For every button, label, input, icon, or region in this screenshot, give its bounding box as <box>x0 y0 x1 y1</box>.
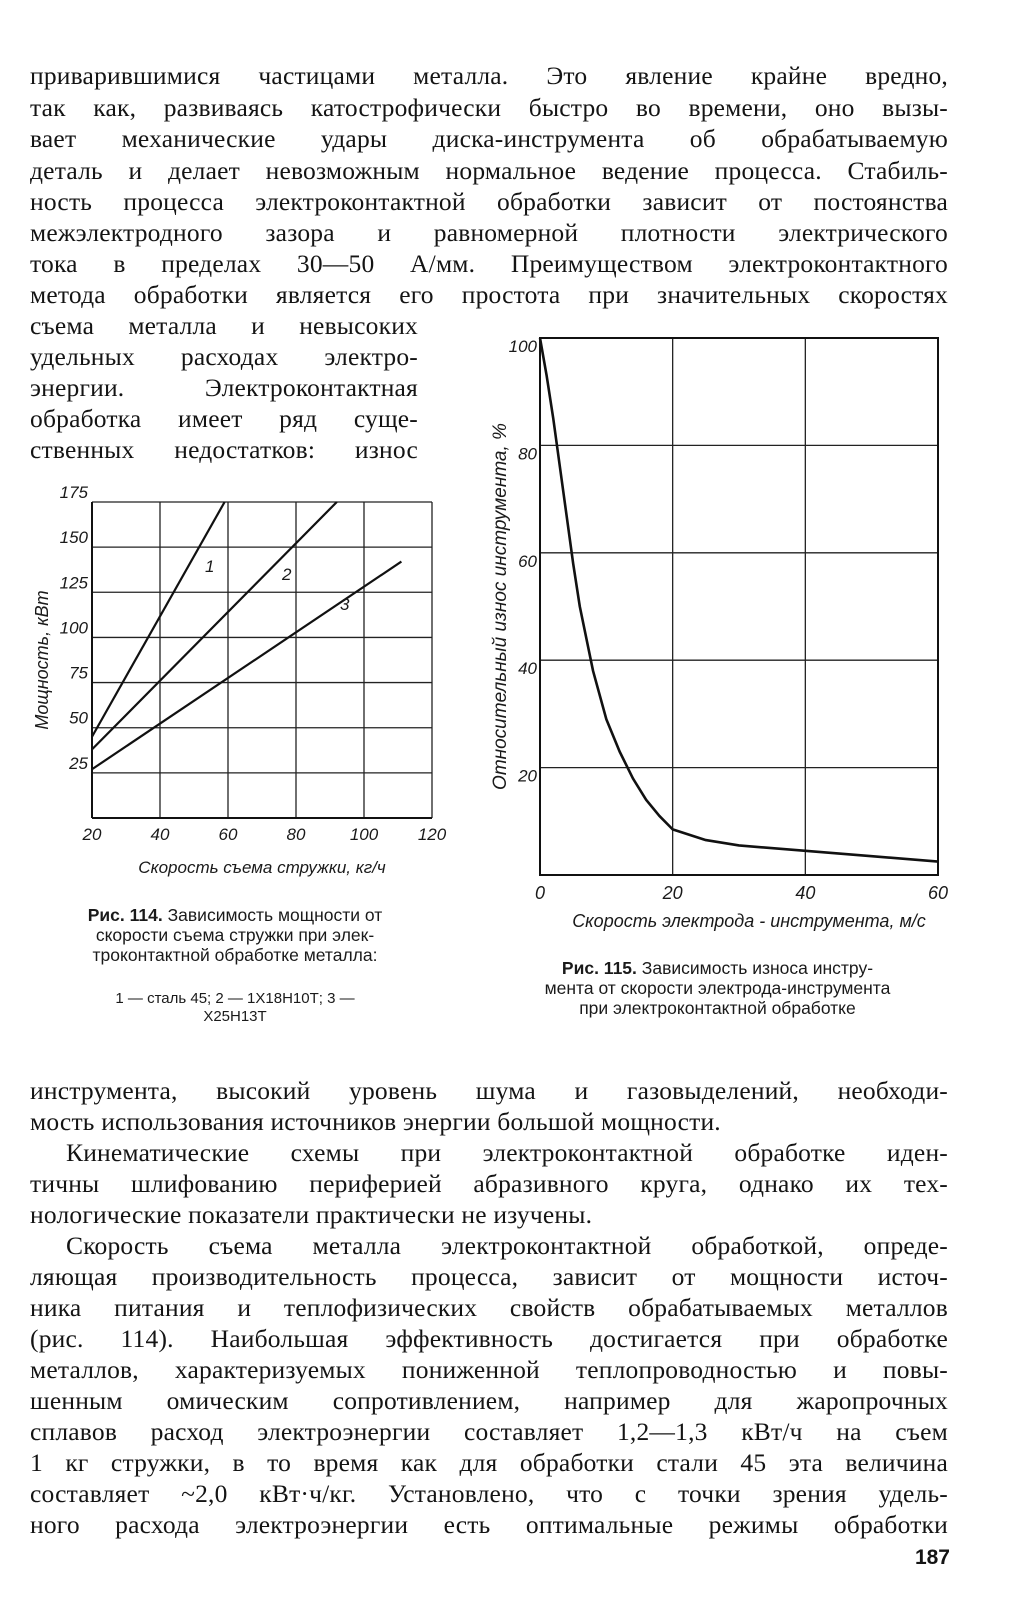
x-tick-label: 100 <box>349 825 379 844</box>
side-line-line: удельных расходах электро- <box>30 342 418 371</box>
bottom-line: шенным омическим сопротивлением, например для жаропрочных <box>30 1386 948 1415</box>
series-line-2 <box>92 502 337 749</box>
top-line-line: тока в пределах 30—50 А/мм. Преимуществом электроконтактного <box>30 249 948 278</box>
series-line-1 <box>92 502 225 737</box>
x-tick-label: 20 <box>662 883 683 903</box>
y-tick-label: 20 <box>518 766 537 786</box>
bottom-line: составляет ~2,0 кВт·ч/кг. Установлено, что с точки зрения удель- <box>30 1479 948 1508</box>
top-line-line: приварившимися частицами металла. Это явление крайне вредно, <box>30 61 948 90</box>
top-line-line: ность процесса электроконтактной обработки зависит от постоянства <box>30 187 948 216</box>
figure-114-caption-line3: троконтактной обработке металла: <box>92 945 378 965</box>
y-tick-label: 80 <box>518 444 537 464</box>
page-number: 187 <box>914 1546 950 1569</box>
top-line-line: вает механические удары диска-инструмента об обрабатываемую <box>30 124 948 153</box>
bottom-line: Скорость съема металла электроконтактной обработкой, опреде- <box>66 1231 948 1260</box>
bottom-line: инструмента, высокий уровень шума и газовыделений, необходи- <box>30 1076 948 1105</box>
x-tick-label: 20 <box>82 825 102 844</box>
figure-115-caption-line2: мента от скорости электрода-инструмента <box>544 978 891 998</box>
figure-115-chart <box>470 320 990 945</box>
x-axis-label: Скорость съема стружки, кг/ч <box>138 858 386 877</box>
figure-114-legend-line1: 1 — сталь 45; 2 — 1Х18Н10Т; 3 — <box>115 990 355 1007</box>
x-tick-label: 0 <box>534 883 546 903</box>
side-line-line: энергии. Электроконтактная <box>30 373 418 402</box>
figure-114-legend <box>20 990 450 1026</box>
side-line-line: ственных недостатков: износ <box>30 435 418 464</box>
bottom-line: металлов, характеризуемых пониженной теплопроводностью и повы- <box>30 1355 948 1384</box>
bottom-line: 1 кг стружки, в то время как для обработки стали 45 эта величина <box>30 1448 948 1477</box>
bottom-line: (рис. 114). Наибольшая эффективность достигается при обработке <box>30 1324 948 1353</box>
series-label-1: 1 <box>205 557 215 576</box>
figure-114-chart <box>0 480 460 890</box>
series-label-3: 3 <box>340 595 350 614</box>
bottom-line: нологические показатели практически не изучены. <box>30 1200 593 1229</box>
bottom-line: тичны шлифованию периферией абразивного круга, однако их тех- <box>30 1169 948 1198</box>
x-tick-label: 120 <box>417 825 447 844</box>
top-line-line: так как, развиваясь катострофически быстро во времени, оно вызы- <box>30 93 948 122</box>
x-tick-label: 40 <box>795 883 816 903</box>
x-tick-label: 60 <box>218 825 238 844</box>
figure-114-caption-line2: скорости съема стружки при элек- <box>95 925 375 945</box>
top-line-line: метода обработки является его простота при значительных скоростях <box>30 280 948 309</box>
plot-frame <box>540 338 938 875</box>
y-tick-label: 25 <box>69 753 88 773</box>
x-tick-label: 60 <box>927 883 949 903</box>
figure-114-legend-line2: Х25Н13Т <box>203 1008 267 1025</box>
bottom-line: ного расхода электроэнергии есть оптимальные режимы обработки <box>30 1510 948 1539</box>
y-tick-label: 150 <box>59 528 88 548</box>
wear-curve <box>540 338 938 862</box>
figure-115-caption <box>475 958 960 1018</box>
bottom-line: мость использования источников энергии большой мощности. <box>30 1107 721 1136</box>
y-tick-label: 60 <box>518 551 537 571</box>
side-line-line: обработка имеет ряд суще- <box>30 404 418 433</box>
y-tick-label: 175 <box>59 483 88 502</box>
bottom-line: Кинематические схемы при электроконтактной обработке иден- <box>66 1138 948 1167</box>
bottom-line: ника питания и теплофизических свойств обрабатываемых металлов <box>30 1293 948 1322</box>
y-tick-label: 100 <box>59 618 88 638</box>
top-line-line: межэлектродного зазора и равномерной плотности электрического <box>30 218 948 247</box>
figure-114-caption <box>20 905 450 965</box>
y-tick-label: 40 <box>518 659 537 679</box>
bottom-line: ляющая производительность процесса, зависит от мощности источ- <box>30 1262 948 1291</box>
y-tick-label: 125 <box>59 573 88 593</box>
series-label-2: 2 <box>282 565 292 584</box>
figure-114-caption-line1: Зависимость мощности от <box>167 905 383 925</box>
y-axis-label: Мощность, кВт <box>32 590 52 730</box>
figure-115-number: Рис. 115. <box>561 958 637 978</box>
y-tick-label: 100 <box>508 337 537 356</box>
figure-114-number: Рис. 114. <box>87 905 163 925</box>
y-tick-label: 75 <box>69 663 88 683</box>
bottom-line: сплавов расход электроэнергии составляет 1,2—1,3 кВт/ч на съем <box>30 1417 948 1446</box>
y-axis-label: Относительный износ инструмента, % <box>490 423 511 790</box>
x-tick-label: 40 <box>150 825 170 844</box>
figure-115-caption-line1: Зависимость износа инстру- <box>641 958 874 978</box>
x-tick-label: 80 <box>286 825 306 844</box>
side-line-line: съема металла и невысоких <box>30 311 418 340</box>
figure-115-caption-line3: при электроконтактной обработке <box>579 998 856 1018</box>
x-axis-label: Скорость электрода - инструмента, м/с <box>572 911 926 931</box>
top-line-line: деталь и делает невозможным нормальное ведение процесса. Стабиль- <box>30 156 948 185</box>
y-tick-label: 50 <box>69 708 88 728</box>
